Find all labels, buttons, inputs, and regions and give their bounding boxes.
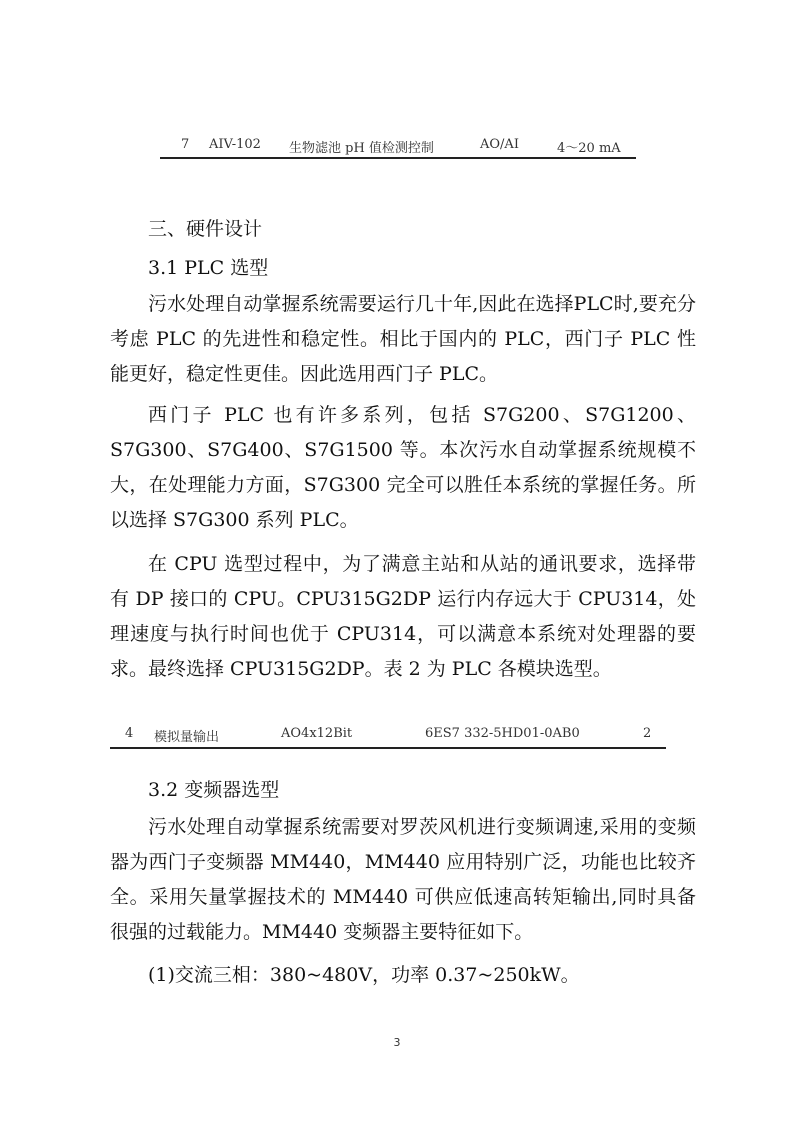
table2-bottom-rule bbox=[110, 747, 666, 749]
table2-row bbox=[0, 723, 794, 745]
table2-order: 6ES7 332-5HD01-0AB0 bbox=[425, 726, 580, 741]
section-heading: 三、硬件设计 bbox=[148, 218, 263, 240]
table1-tag: AIV-102 bbox=[209, 137, 261, 152]
paragraph-plc-1: 污水处理自动掌握系统需要运行几十年,因此在选择PLC时,要充分考虑 PLC 的先进性和稳定性。相比于国内的 PLC，西门子 PLC 性能更好，稳定性更佳。因此选用西门子 PLC。 bbox=[110, 293, 696, 385]
table2-qty: 2 bbox=[643, 726, 652, 741]
subsection-heading-plc: 3.1 PLC 选型 bbox=[148, 257, 269, 279]
paragraph-plc-3: 在 CPU 选型过程中，为了满意主站和从站的通讯要求，选择带有 DP 接口的 CPU。CPU315G2DP 运行内存远大于 CPU314，处理速度与执行时间也优于 CPU314，可以满意本系统对处理器的要求。最终选择 CPU315G2DP。表 2 为 PLC 各模块选型。 bbox=[110, 553, 696, 680]
subsection-heading-inverter: 3.2 变频器选型 bbox=[148, 779, 280, 801]
paragraph-inverter-2: (1)交流三相：380~480V，功率 0.37~250kW。 bbox=[148, 964, 580, 986]
table1-signal: AO/AI bbox=[480, 137, 519, 152]
paragraph-plc-2: 西门子 PLC 也有许多系列，包括 S7G200、S7G1200、S7G300、S7G400、S7G1500 等。本次污水自动掌握系统规模不大，在处理能力方面，S7G300 完全可以胜任本系统的掌握任务。所以选择 S7G300 系列 PLC。 bbox=[110, 404, 696, 531]
table1-index: 7 bbox=[181, 137, 190, 152]
table1-row bbox=[0, 134, 794, 156]
table1-bottom-rule bbox=[160, 157, 636, 159]
table2-index: 4 bbox=[125, 726, 134, 741]
table2-spec: AO4x12Bit bbox=[281, 726, 353, 741]
table2-name: 模拟量输出 bbox=[154, 730, 220, 745]
table1-description: 生物滤池 pH 值检测控制 bbox=[289, 141, 434, 156]
page-number: 3 bbox=[393, 1036, 401, 1049]
table1-range: 4～20 mA bbox=[557, 141, 621, 156]
paragraph-inverter-1: 污水处理自动掌握系统需要对罗茨风机进行变频调速,采用的变频器为西门子变频器 MM440，MM440 应用特别广泛，功能也比较齐全。采用矢量掌握技术的 MM440 可供应低速高转矩输出,同时具备很强的过载能力。MM440 变频器主要特征如下。 bbox=[110, 816, 696, 943]
